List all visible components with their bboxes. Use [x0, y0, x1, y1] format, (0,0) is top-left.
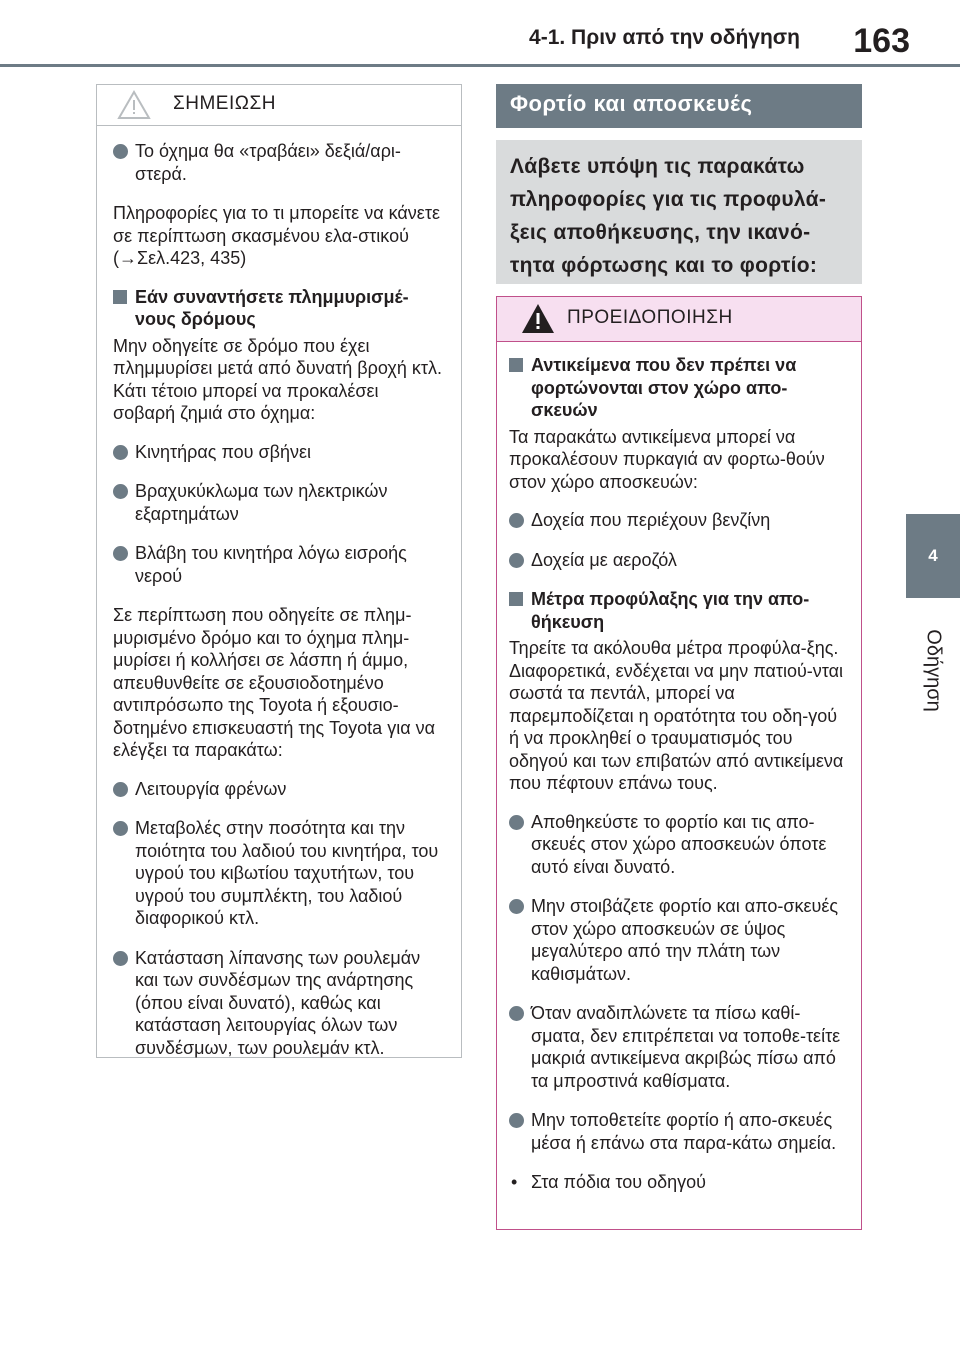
note-bullet-text: Κινητήρας που σβήνει — [135, 441, 311, 462]
note-bullet — [113, 140, 445, 185]
bullet-dot-icon — [509, 1006, 524, 1021]
cargo-section-title: Φορτίο και αποσκευές — [496, 84, 862, 128]
note-bullet-text: Βλάβη του κινητήρα λόγω εισροής νερού — [135, 543, 407, 586]
caution-header — [497, 297, 861, 342]
bullet-dot-icon — [509, 1113, 524, 1128]
note-subheading — [113, 286, 445, 331]
note-paragraph: Σε περίπτωση που οδηγείτε σε πλημ-μυρισμένο δρόμο και το όχημα πλημ-μυρίσει ή κολλήσει σε λάσπη ή άμμο, απευθυνθείτε σε εξουσιοδοτημένο αντιπρόσωπο της Toyota ή εξουσιο-δοτημένο επισκευαστή της Toyota για να ελέγξει τα παρακάτω: — [113, 605, 436, 760]
caution-subheading — [509, 354, 847, 422]
caution-paragraph: Τα παρακάτω αντικείμενα μπορεί να προκαλέσουν πυρκαγιά αν φορτω-θούν στον χώρο αποσκευών: — [509, 426, 825, 492]
note-bullet — [113, 778, 445, 801]
note-bullet-text: Κατάσταση λίπανσης των ρουλεμάν και των συνδέσμων της ανάρτησης (όπου είναι δυνατό), καθώς και κατάσταση λειτουργίας όλων των συνδέσμων, των ρουλεμάν κτλ. — [135, 947, 421, 1058]
bullet-dot-icon — [113, 782, 128, 797]
bullet-dot-icon — [113, 821, 128, 836]
note-heading: ΣΗΜΕΙΩΣΗ — [173, 93, 276, 114]
chapter-name: Οδήγηση — [922, 628, 945, 712]
bullet-dot-icon — [113, 546, 128, 561]
caution-bullet-text: Δοχεία που περιέχουν βενζίνη — [531, 510, 771, 530]
bullet-dot-icon — [509, 899, 524, 914]
note-bullet — [113, 480, 445, 525]
square-bullet-icon — [509, 358, 523, 372]
warning-outline-icon — [117, 90, 151, 120]
note-bullet-text: Βραχυκύκλωμα των ηλεκτρικών εξαρτημάτων — [135, 481, 388, 524]
note-bullet — [113, 947, 445, 1060]
note-bullet-text: Το όχημα θα «τραβάει» δεξιά/αρι-στερά. — [135, 141, 401, 184]
page-number: 163 — [853, 22, 910, 60]
caution-paragraph: Τηρείτε τα ακόλουθα μέτρα προφύλα-ξης. — [509, 638, 839, 658]
note-bullet — [113, 542, 445, 587]
caution-paragraph: Διαφορετικά, ενδέχεται να μην πατιού-νται σωστά τα πεντάλ, μπορεί να παρεμποδίζεται η ορατότητα του οδη-γού ή να προκληθεί ο τραυματισμός του οδηγού και των επιβατών από αντικείμενα που πέφτουν επάνω τους. — [509, 660, 844, 793]
caution-bullet-text: Αποθηκεύστε το φορτίο και τις απο-σκευές στον χώρο αποσκευών όποτε αυτό είναι δυνατό. — [531, 811, 827, 877]
caution-bullet-text: Όταν αναδιπλώνετε τα πίσω καθί-σματα, δεν επιτρέπεται να τοποθε-τείτε μακριά αντικείμενα ακριβώς πίσω από τα μπροστινά καθίσματα. — [531, 1003, 841, 1091]
bullet-dot-icon — [113, 144, 128, 159]
header-rule — [0, 64, 960, 67]
caution-bullet — [509, 509, 847, 532]
square-bullet-icon — [113, 290, 127, 304]
note-bullet — [113, 817, 445, 930]
bullet-dot-icon — [113, 951, 128, 966]
section-header-title: 4-1. Πριν από την οδήγηση — [529, 26, 800, 49]
note-header — [97, 85, 461, 126]
note-bullet-text: Λειτουργία φρένων — [135, 778, 287, 799]
caution-bullet-text: Στα πόδια του οδηγού — [531, 1172, 706, 1192]
note-bullet-text: Μεταβολές στην ποσότητα και την ποιότητα του λαδιού του κινητήρα, του υγρού του κιβωτίου ταχυτήτων, του υγρού του συμπλέκτη, του λαδιού διαφορικού κτλ. — [135, 818, 439, 928]
caution-bullet — [509, 549, 847, 572]
bullet-dot-icon — [509, 553, 524, 568]
caution-subheading-text: Αντικείμενα που δεν πρέπει να φορτώνονται στον χώρο απο-σκευών — [531, 355, 797, 420]
caution-small-bullet — [509, 1171, 847, 1194]
note-paragraph: Μην οδηγείτε σε δρόμο που έχει πλημμυρίσει μετά από δυνατή βροχή κτλ. Κάτι τέτοιο μπορεί να προκαλέσει σοβαρή ζημιά στο όχημα: — [113, 335, 442, 423]
caution-body — [497, 342, 861, 1194]
square-bullet-icon — [509, 592, 523, 606]
caution-bullet — [509, 1109, 847, 1154]
bullet-dot-icon — [509, 815, 524, 830]
bullet-dot-icon — [113, 484, 128, 499]
caution-bullet — [509, 1002, 847, 1092]
note-paragraph: Πληροφορίες για το τι μπορείτε να κάνετε σε περίπτωση σκασμένου ελα-στικού (→Σελ.423, 435) — [113, 203, 440, 268]
caution-bullet-text: Μην στοιβάζετε φορτίο και απο-σκευές στον χώρο αποσκευών σε ύψος μεγαλύτερο από την πλάτη των καθισμάτων. — [531, 896, 839, 984]
caution-subheading-text: Μέτρα προφύλαξης για την απο-θήκευση — [531, 589, 810, 632]
caution-box — [496, 296, 862, 1230]
bullet-dot-icon — [113, 445, 128, 460]
caution-subheading — [509, 588, 847, 633]
caution-bullet-text: Δοχεία με αεροζόλ — [531, 549, 677, 570]
chapter-label — [906, 600, 960, 740]
caution-heading: ΠΡΟΕΙΔΟΠΟΙΗΣΗ — [567, 307, 733, 328]
caution-bullet-text: Μην τοποθετείτε φορτίο ή απο-σκευές μέσα ή επάνω στα παρα-κάτω σημεία. — [531, 1110, 837, 1153]
note-box — [96, 84, 462, 1058]
warning-icon — [521, 303, 555, 334]
chapter-tab: 4 — [906, 514, 960, 598]
caution-bullet — [509, 895, 847, 985]
caution-bullet — [509, 811, 847, 879]
note-subheading-text: Εάν συναντήσετε πλημμυρισμέ-νους δρόμους — [135, 286, 409, 329]
bullet-dot-icon — [509, 513, 524, 528]
note-body — [97, 126, 461, 1059]
note-bullet — [113, 441, 445, 464]
small-bullet-icon: • — [511, 1172, 518, 1192]
cargo-intro: Λάβετε υπόψη τις παρακάτω πληροφορίες για τις προφυλά-ξεις αποθήκευσης, την ικανό-τητα φόρτωσης και το φορτίο: — [496, 140, 862, 284]
